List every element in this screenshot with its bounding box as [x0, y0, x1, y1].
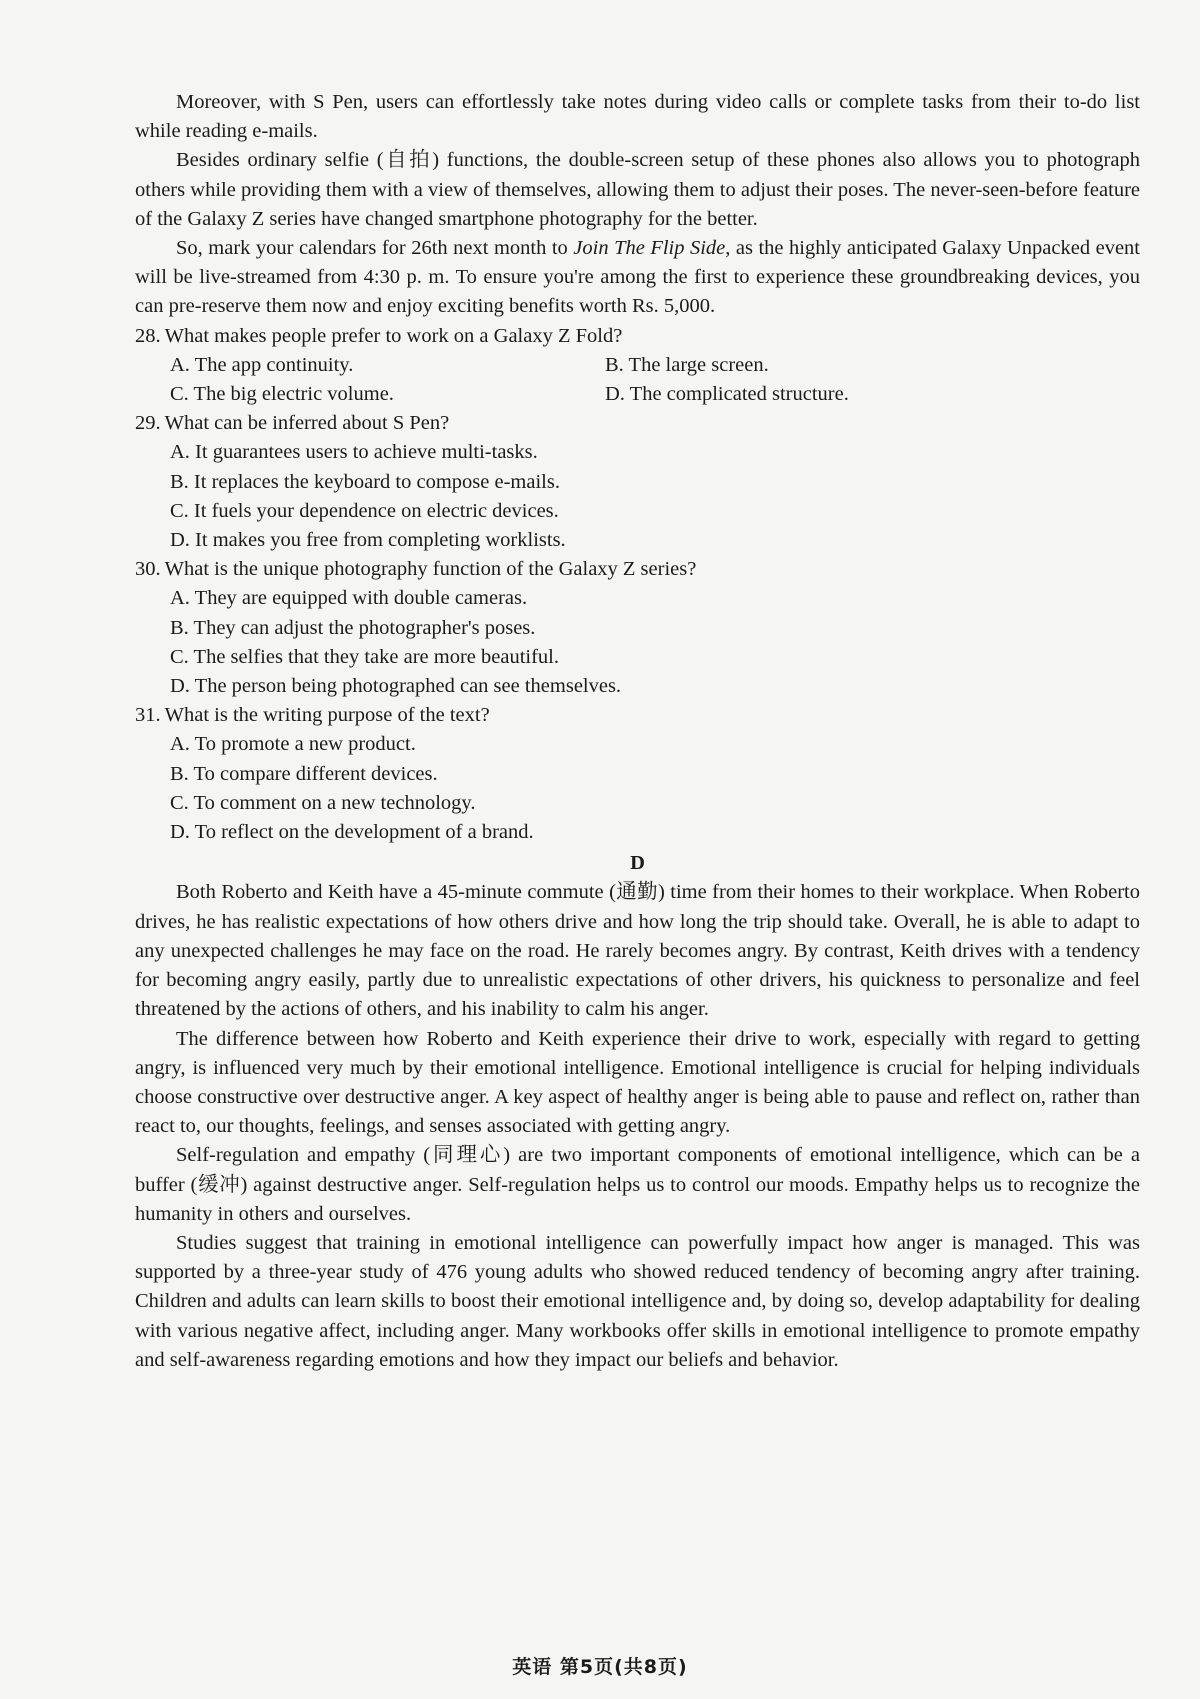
passage-d-paragraph-1: Both Roberto and Keith have a 45-minute commute (通勤) time from their homes to their workplace. When Roberto drives, he has realistic expectations of how others drive and how long the trip should take. Overall, he is able to adapt to any unexpected challenges he may face on the road. He rarely becomes angry. By contrast, Keith drives with a tendency for becoming angry easily, partly due to unrealistic expectations of other drivers, his quickness to personalize and feel threatened by the actions of others, and his inability to calm his anger. [135, 881, 1140, 1021]
passage-d-paragraph-2: The difference between how Roberto and Keith experience their drive to work, especially with regard to getting angry, is influenced very much by their emotional intelligence. Emotional intelligence is crucial for helping individuals choose constructive over destructive anger. A key aspect of healthy anger is being able to pause and reflect on, rather than react to, our thoughts, feelings, and senses associated with getting angry. [135, 1027, 1140, 1138]
question-30 [135, 555, 1140, 701]
question-stem [135, 322, 1140, 351]
question-text: What makes people prefer to work on a Galaxy Z Fold? [164, 324, 623, 347]
option-c[interactable]: C. It fuels your dependence on electric devices. [170, 499, 559, 522]
question-stem [135, 555, 1140, 584]
options-list [135, 730, 1140, 847]
paragraph-3-text-after: , as the highly anticipated Galaxy Unpacked event will be live-streamed from 4:30 p. m. To ensure you're among the first to experience these groundbreaking devices, you can pre-reserve them now and enjoy exciting benefits worth Rs. 5,000. [135, 237, 1140, 318]
question-number: 28. [135, 324, 161, 347]
option-b[interactable]: B. It replaces the keyboard to compose e-mails. [170, 470, 560, 493]
options-list [135, 584, 1140, 701]
question-28 [135, 322, 1140, 410]
option-c[interactable]: C. The selfies that they take are more beautiful. [170, 645, 559, 668]
option-d[interactable]: D. The person being photographed can see themselves. [170, 675, 622, 698]
option-d[interactable]: D. To reflect on the development of a brand. [170, 821, 534, 844]
event-name-italic: Join The Flip Side [573, 237, 726, 260]
option-d[interactable]: D. It makes you free from completing worklists. [170, 529, 566, 552]
option-b[interactable]: B. To compare different devices. [170, 762, 438, 785]
option-a[interactable]: A. It guarantees users to achieve multi-tasks. [170, 441, 538, 464]
question-stem [135, 409, 1140, 438]
passage-c-paragraph-3 [135, 234, 1140, 322]
question-number: 31. [135, 704, 161, 727]
option-c[interactable]: C. To comment on a new technology. [170, 791, 476, 814]
option-b[interactable]: B. The large screen. [605, 353, 769, 376]
question-number: 30. [135, 558, 161, 581]
section-heading-d: D [630, 852, 645, 875]
option-a[interactable]: A. The app continuity. [170, 353, 354, 376]
passage-c-paragraph-1: Moreover, with S Pen, users can effortlessly take notes during video calls or complete tasks from their to-do list while reading e-mails. [135, 91, 1140, 143]
option-c[interactable]: C. The big electric volume. [170, 383, 394, 406]
question-text: What can be inferred about S Pen? [164, 412, 450, 435]
passage-d-paragraph-4: Studies suggest that training in emotional intelligence can powerfully impact how anger is managed. This was supported by a three-year study of 476 young adults who showed reduced tendency of becoming angry after training. Children and adults can learn skills to boost their emotional intelligence and, by doing so, develop adaptability for dealing with various negative affect, including anger. Many workbooks offer skills in emotional intelligence to promote empathy and self-awareness regarding emotions and how they impact our beliefs and behavior. [135, 1231, 1140, 1371]
passage-c-paragraph-2: Besides ordinary selfie (自拍) functions, the double-screen setup of these phones also allows you to photograph others while providing them with a view of themselves, allowing them to adjust their poses. The never-seen-before feature of the Galaxy Z series have changed smartphone photography for the better. [135, 149, 1140, 230]
options-grid [135, 351, 1140, 409]
question-31 [135, 701, 1140, 847]
exam-page [135, 88, 1140, 1375]
option-b[interactable]: B. They can adjust the photographer's poses. [170, 616, 536, 639]
question-text: What is the writing purpose of the text? [164, 704, 490, 727]
option-d[interactable]: D. The complicated structure. [605, 383, 849, 406]
paragraph-3-text-before: So, mark your calendars for 26th next month to [176, 237, 574, 260]
question-stem [135, 701, 1140, 730]
option-a[interactable]: A. To promote a new product. [170, 733, 416, 756]
options-list [135, 438, 1140, 555]
page-footer: 英语 第5页(共8页) [512, 1656, 688, 1678]
question-text: What is the unique photography function of the Galaxy Z series? [164, 558, 697, 581]
passage-d-paragraph-3: Self-regulation and empathy (同理心) are two important components of emotional intelligence, which can be a buffer (缓冲) against destructive anger. Self-regulation helps us to control our moods. Empathy helps us to recognize the humanity in others and ourselves. [135, 1144, 1140, 1225]
option-a[interactable]: A. They are equipped with double cameras. [170, 587, 528, 610]
question-number: 29. [135, 412, 161, 435]
question-29 [135, 409, 1140, 555]
